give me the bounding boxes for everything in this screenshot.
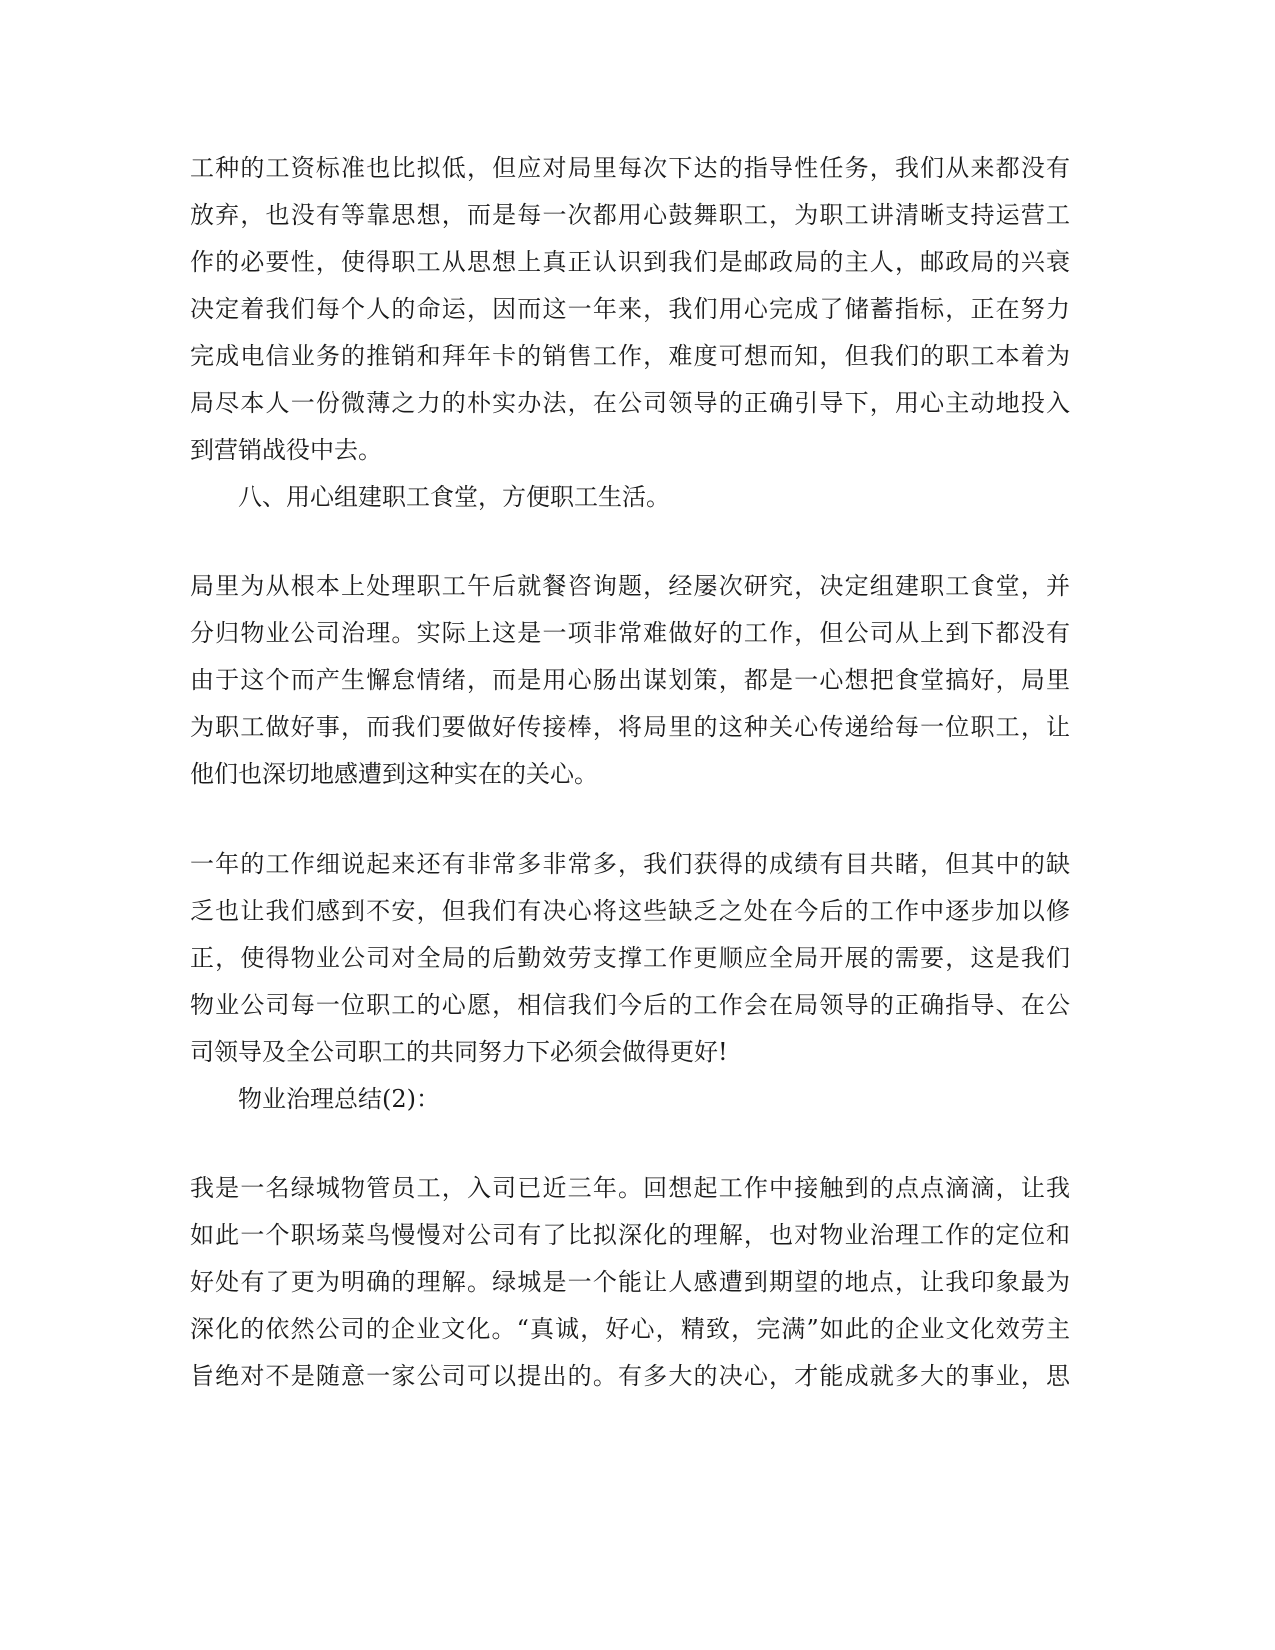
text-line: 放弃，也没有等靠思想，而是每一次都用心鼓舞职工，为职工讲清晰支持运营工 [190, 201, 1070, 229]
text-line: 如此一个职场菜鸟慢慢对公司有了比拟深化的理解，也对物业治理工作的定位和 [190, 1221, 1070, 1249]
text-line: 我是一名绿城物管员工，入司已近三年。回想起工作中接触到的点点滴滴，让我 [190, 1174, 1070, 1202]
text-line: 由于这个而产生懈怠情绪，而是用心肠出谋划策，都是一心想把食堂搞好，局里 [190, 666, 1070, 694]
section-heading: 物业治理总结(2)： [238, 1085, 440, 1113]
text-line: 工种的工资标准也比拟低，但应对局里每次下达的指导性任务，我们从来都没有 [190, 154, 1070, 182]
text-line: 完成电信业务的推销和拜年卡的销售工作，难度可想而知，但我们的职工本着为 [190, 342, 1070, 370]
text-line: 乏也让我们感到不安，但我们有决心将这些缺乏之处在今后的工作中逐步加以修 [190, 897, 1070, 925]
text-line: 为职工做好事，而我们要做好传接棒，将局里的这种关心传递给每一位职工，让 [190, 713, 1070, 741]
text-line: 深化的依然公司的企业文化。“真诚，好心，精致，完满”如此的企业文化效劳主 [190, 1315, 1070, 1343]
text-line: 局尽本人一份微薄之力的朴实办法，在公司领导的正确引导下，用心主动地投入 [190, 389, 1070, 417]
text-line: 好处有了更为明确的理解。绿城是一个能让人感遭到期望的地点，让我印象最为 [190, 1268, 1070, 1296]
text-line: 他们也深切地感遭到这种实在的关心。 [190, 760, 598, 788]
text-line: 旨绝对不是随意一家公司可以提出的。有多大的决心，才能成就多大的事业，思 [190, 1362, 1070, 1390]
text-line: 物业公司每一位职工的心愿，相信我们今后的工作会在局领导的正确指导、在公 [190, 991, 1070, 1019]
text-line: 作的必要性，使得职工从思想上真正认识到我们是邮政局的主人，邮政局的兴衰 [190, 248, 1070, 276]
text-line: 一年的工作细说起来还有非常多非常多，我们获得的成绩有目共睹，但其中的缺 [190, 850, 1070, 878]
text-line: 到营销战役中去。 [190, 436, 382, 464]
text-line: 分归物业公司治理。实际上这是一项非常难做好的工作，但公司从上到下都没有 [190, 619, 1070, 647]
text-line: 决定着我们每个人的命运，因而这一年来，我们用心完成了储蓄指标，正在努力 [190, 295, 1070, 323]
text-line: 局里为从根本上处理职工午后就餐咨询题，经屡次研究，决定组建职工食堂，并 [190, 572, 1070, 600]
text-line: 司领导及全公司职工的共同努力下必须会做得更好! [190, 1038, 728, 1066]
section-heading: 八、用心组建职工食堂，方便职工生活。 [238, 483, 670, 511]
text-line: 正，使得物业公司对全局的后勤效劳支撑工作更顺应全局开展的需要，这是我们 [190, 944, 1070, 972]
